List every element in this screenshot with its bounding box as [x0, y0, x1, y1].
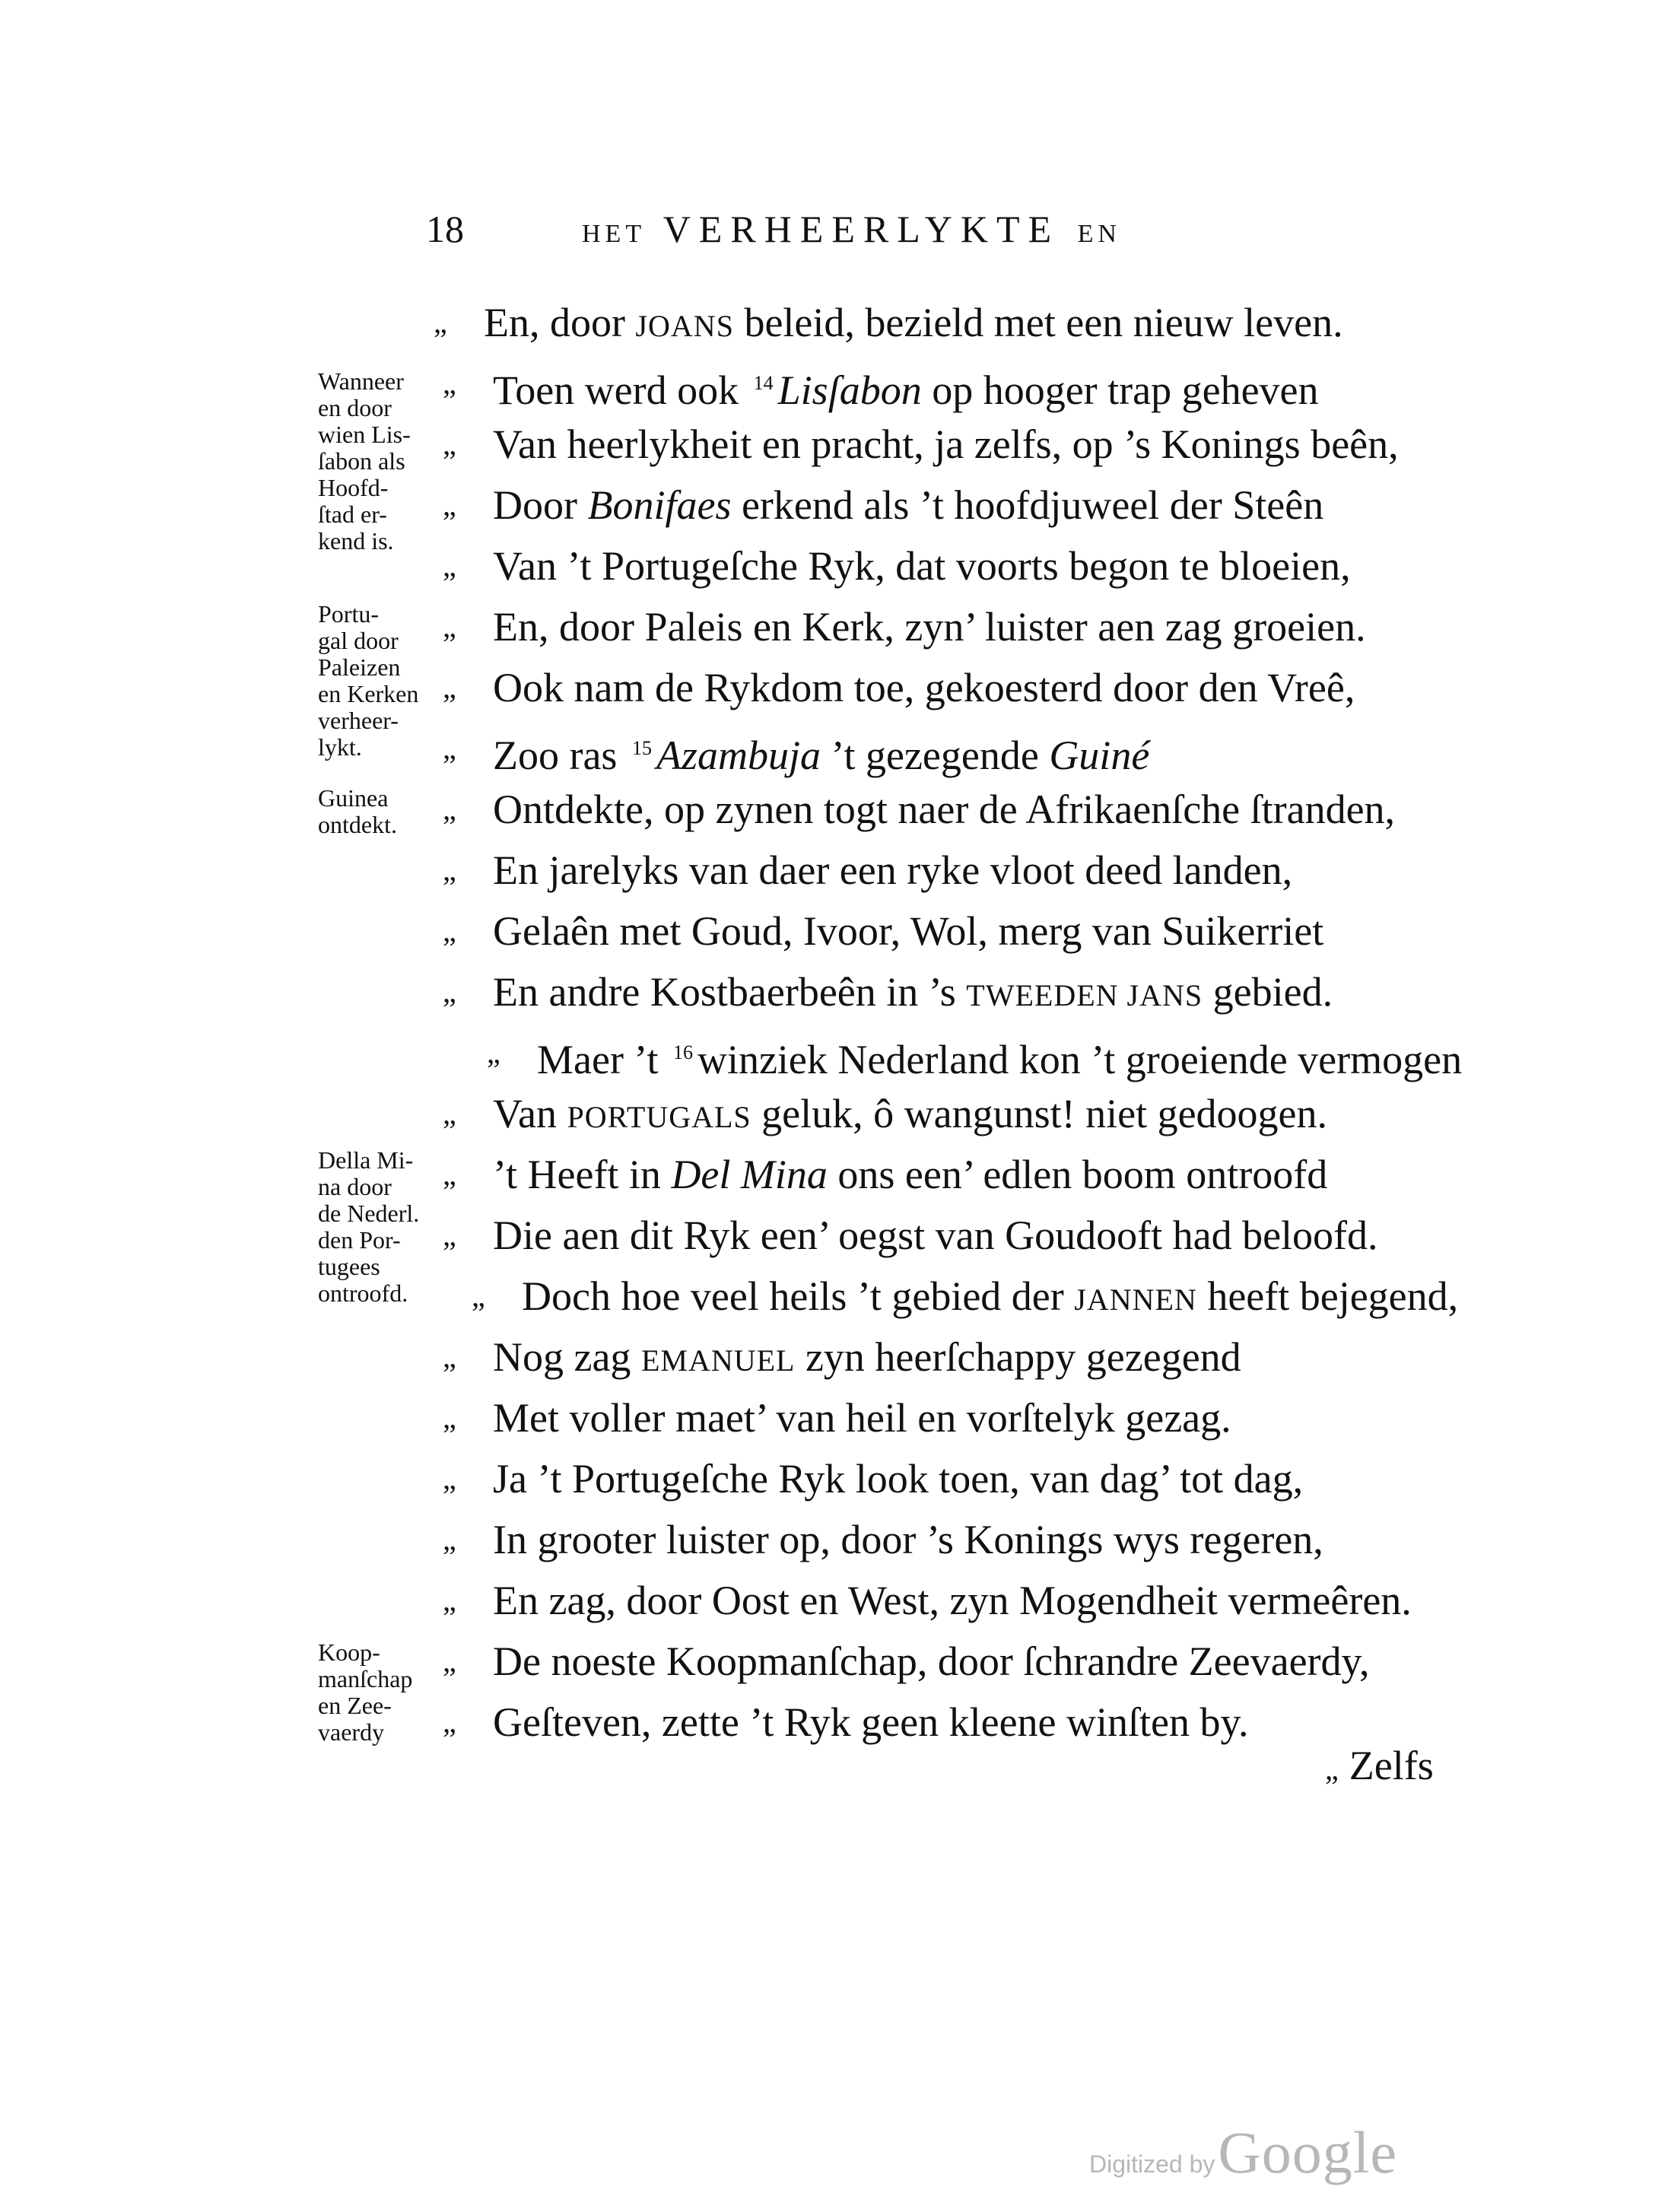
- verse-line: [443, 1454, 1303, 1503]
- verse-text: EMANUEL: [640, 1343, 796, 1378]
- verse-text: Van heerlykheit en pracht, ja zelfs, op ’s Konings beên,: [493, 421, 1399, 467]
- verse-text: Nog zag: [493, 1334, 641, 1380]
- verse-text: En jarelyks van daer een ryke vloot deed landen,: [493, 847, 1293, 893]
- verse-line: [487, 1028, 1463, 1082]
- verse-text: Gelaên met Goud, Ivoor, Wol, merg van Suikerriet: [493, 908, 1324, 954]
- side-note: Portu- gal door Paleizen en Kerken verheer- lykt.: [318, 600, 419, 761]
- verse-text: heeft bejegend,: [1196, 1273, 1459, 1319]
- verse-text: Lisſabon: [777, 367, 922, 413]
- verse-text: Van ’t Portugeſche Ryk, dat voorts begon te bloeien,: [493, 543, 1351, 589]
- side-note: Della Mi- na door de Nederl. den Por- tugees ontroofd.: [318, 1146, 420, 1307]
- verse-line: [443, 1211, 1378, 1260]
- digitized-by-google-watermark: [1089, 2118, 1397, 2187]
- verse-text: PORTUGALS: [567, 1100, 751, 1134]
- quote-mark: „: [434, 305, 447, 339]
- quote-mark: „: [443, 1340, 456, 1374]
- verse-text: gebied.: [1203, 969, 1333, 1015]
- verse-text: TWEEDEN JANS: [966, 978, 1203, 1012]
- verse-text: JOANS: [635, 309, 734, 343]
- verse-line: [443, 359, 1319, 413]
- verse-text: Maer ’t: [537, 1037, 669, 1082]
- verse-text: En, door: [484, 300, 636, 345]
- quote-mark: „: [443, 1157, 456, 1191]
- verse-text: Ontdekte, op zynen togt naer de Afrikaenſche ſtranden,: [493, 787, 1396, 832]
- verse-text: Azambuja: [656, 733, 821, 778]
- verse-line: [443, 602, 1366, 651]
- watermark-prefix: Digitized by: [1089, 2150, 1215, 2178]
- verse-line: [472, 1272, 1458, 1321]
- verse-text: Toen werd ook: [493, 367, 749, 413]
- verse-line: [443, 542, 1351, 590]
- verse-line: [443, 968, 1333, 1016]
- side-note: Guinea ontdekt.: [318, 784, 397, 838]
- verse-line: [443, 1394, 1231, 1442]
- quote-mark: „: [472, 1279, 485, 1313]
- side-note: Wanneer en door wien Lis- ſabon als Hoofd- ſtad er- kend is.: [318, 367, 411, 555]
- verse-text: ’t Heeft in: [493, 1152, 672, 1197]
- verse-text: En andre Kostbaerbeên in ’s: [493, 969, 967, 1015]
- quote-mark: „: [443, 1522, 456, 1556]
- footnote-ref: 14: [753, 372, 774, 394]
- verse-text: geluk, ô wangunst! niet gedoogen.: [751, 1091, 1328, 1136]
- quote-mark: „: [443, 488, 456, 522]
- quote-mark: „: [443, 427, 456, 461]
- title-het: HET: [582, 220, 647, 248]
- quote-mark: „: [443, 914, 456, 948]
- verse-text: winziek Nederland kon ’t groeiende vermogen: [697, 1037, 1463, 1082]
- quote-mark: „: [443, 1461, 456, 1495]
- quote-mark: „: [443, 792, 456, 826]
- title-main: VERHEERLYKTE: [663, 208, 1060, 250]
- quote-mark: „: [443, 670, 456, 704]
- verse-text: Van: [493, 1091, 567, 1136]
- verse-text: Bonifaes: [587, 482, 732, 528]
- verse-text: erkend als ’t hoofdjuweel der Steên: [731, 482, 1324, 528]
- quote-mark: „: [1325, 1752, 1339, 1786]
- verse-text: In grooter luister op, door ’s Konings wys regeren,: [493, 1517, 1323, 1562]
- quote-mark: „: [443, 548, 456, 583]
- verse-text: Die aen dit Ryk een’ oegst van Goudooft had beloofd.: [493, 1212, 1378, 1258]
- quote-mark: „: [487, 1035, 500, 1069]
- verse-text: Door: [493, 482, 588, 528]
- verse-line: [434, 298, 1343, 347]
- catchword-text: Zelfs: [1349, 1743, 1434, 1788]
- verse-text: En zag, door Oost en West, zyn Mogendheit vermeêren.: [493, 1578, 1412, 1623]
- quote-mark: „: [443, 366, 456, 400]
- verse-text: zyn heerſchappy gezegend: [795, 1334, 1241, 1380]
- quote-mark: „: [443, 1400, 456, 1435]
- verse-text: ons een’ edlen boom ontroofd: [827, 1152, 1328, 1197]
- verse-line: [443, 481, 1323, 529]
- quote-mark: „: [443, 731, 456, 765]
- watermark-brand: Google: [1218, 2119, 1398, 2185]
- verse-line: [443, 420, 1399, 469]
- verse-text: Geſteven, zette ’t Ryk geen kleene winſten by.: [493, 1699, 1249, 1745]
- verse-text: De noeste Koopmanſchap, door ſchrandre Zeevaerdy,: [493, 1638, 1370, 1684]
- page-number: 18: [426, 208, 464, 250]
- verse-line: [443, 1515, 1323, 1564]
- verse-line: [443, 1698, 1249, 1746]
- verse-text: Del Mina: [671, 1152, 828, 1197]
- page-title: [582, 207, 1121, 251]
- verse-text: op hooger trap geheven: [921, 367, 1319, 413]
- side-note: Koop- manſchap en Zee- vaerdy: [318, 1638, 413, 1746]
- verse-text: ’t gezegende: [820, 733, 1050, 778]
- quote-mark: „: [443, 1705, 456, 1739]
- quote-mark: „: [443, 1583, 456, 1617]
- verse-text: En, door Paleis en Kerk, zyn’ luister aen zag groeien.: [493, 604, 1366, 650]
- verse-line: [443, 724, 1150, 778]
- verse-text: JANNEN: [1074, 1282, 1197, 1317]
- footnote-ref: 16: [672, 1041, 693, 1063]
- quote-mark: „: [443, 609, 456, 644]
- verse-text: Guiné: [1049, 733, 1150, 778]
- title-en: EN: [1077, 220, 1121, 248]
- verse-line: [443, 663, 1355, 712]
- verse-line: [443, 846, 1292, 895]
- running-header: [426, 207, 1339, 268]
- verse-line: [443, 1150, 1327, 1199]
- quote-mark: „: [443, 1218, 456, 1252]
- verse-text: Ook nam de Rykdom toe, gekoesterd door den Vreê,: [493, 665, 1355, 710]
- verse-line: [443, 1333, 1241, 1381]
- quote-mark: „: [443, 974, 456, 1009]
- verse-line: [443, 1637, 1370, 1686]
- verse-text: Zoo ras: [493, 733, 628, 778]
- quote-mark: „: [443, 1096, 456, 1130]
- verse-line: [443, 785, 1395, 834]
- verse-line: [443, 907, 1323, 955]
- quote-mark: „: [443, 853, 456, 887]
- catchword: [1325, 1742, 1434, 1789]
- footnote-ref: 15: [631, 737, 652, 759]
- verse-text: Met voller maet’ van heil en vorſtelyk gezag.: [493, 1395, 1231, 1441]
- quote-mark: „: [443, 1644, 456, 1678]
- verse-line: [443, 1089, 1327, 1138]
- verse-line: [443, 1576, 1412, 1625]
- verse-text: Ja ’t Portugeſche Ryk look toen, van dag’ tot dag,: [493, 1456, 1304, 1502]
- verse-text: Doch hoe veel heils ’t gebied der: [522, 1273, 1075, 1319]
- verse-text: beleid, bezield met een nieuw leven.: [733, 300, 1343, 345]
